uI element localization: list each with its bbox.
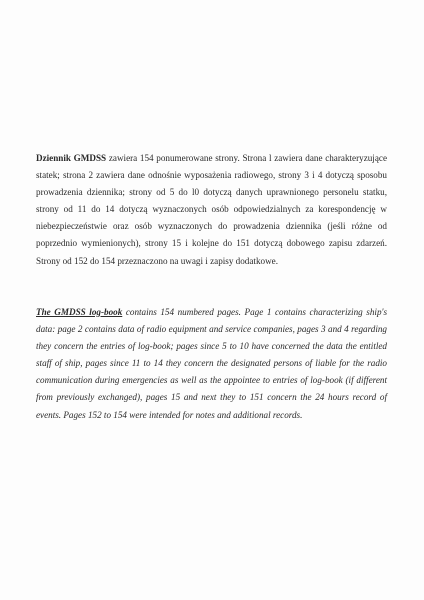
polish-lead-title: Dziennik GMDSS — [36, 153, 107, 163]
polish-body-text: zawiera 154 ponumerowane strony. Strona l zawiera dane charakteryzujące statek; strona 2 zawiera dane odnośnie wyposażenia radiowego, strony 3 i 4 dotyczą sposobu prowadzenia dziennika; strony od 5 do l0 dotyczą danych uprawnionego personelu statku, strony od 11 do 14 dotyczą wyznaczonych osób odpowiedzialnych za korespondencję w niebezpieczeństwie oraz osób wyznaczonych do prowadzenia dziennika (jeśli różne od poprzednio wymienionych), strony 15 i kolejne do 151 dotyczą dobowego zapisu zdarzeń. Strony od 152 do 154 przeznaczono na uwagi i zapisy dodatkowe. — [36, 153, 387, 266]
polish-paragraph — [36, 150, 387, 270]
english-body-text: contains 154 numbered pages. Page 1 contains characterizing ship's data: page 2 contains data of radio equipment and service companies, pages 3 and 4 regarding they concern the entries of log-book; pages since 5 to 10 have concerned the data the entitled staff of ship, pages since 11 to 14 they concern the designated persons of liable for the radio communication during emergencies as well as the appointee to entries of log-book (if different from previously exchanged), pages 15 and next they to 151 concern the 24 hours record of events. Pages 152 to 154 were intended for notes and additional records. — [36, 307, 388, 420]
english-paragraph — [36, 304, 387, 424]
english-lead-title: The GMDSS log-book — [36, 307, 123, 317]
